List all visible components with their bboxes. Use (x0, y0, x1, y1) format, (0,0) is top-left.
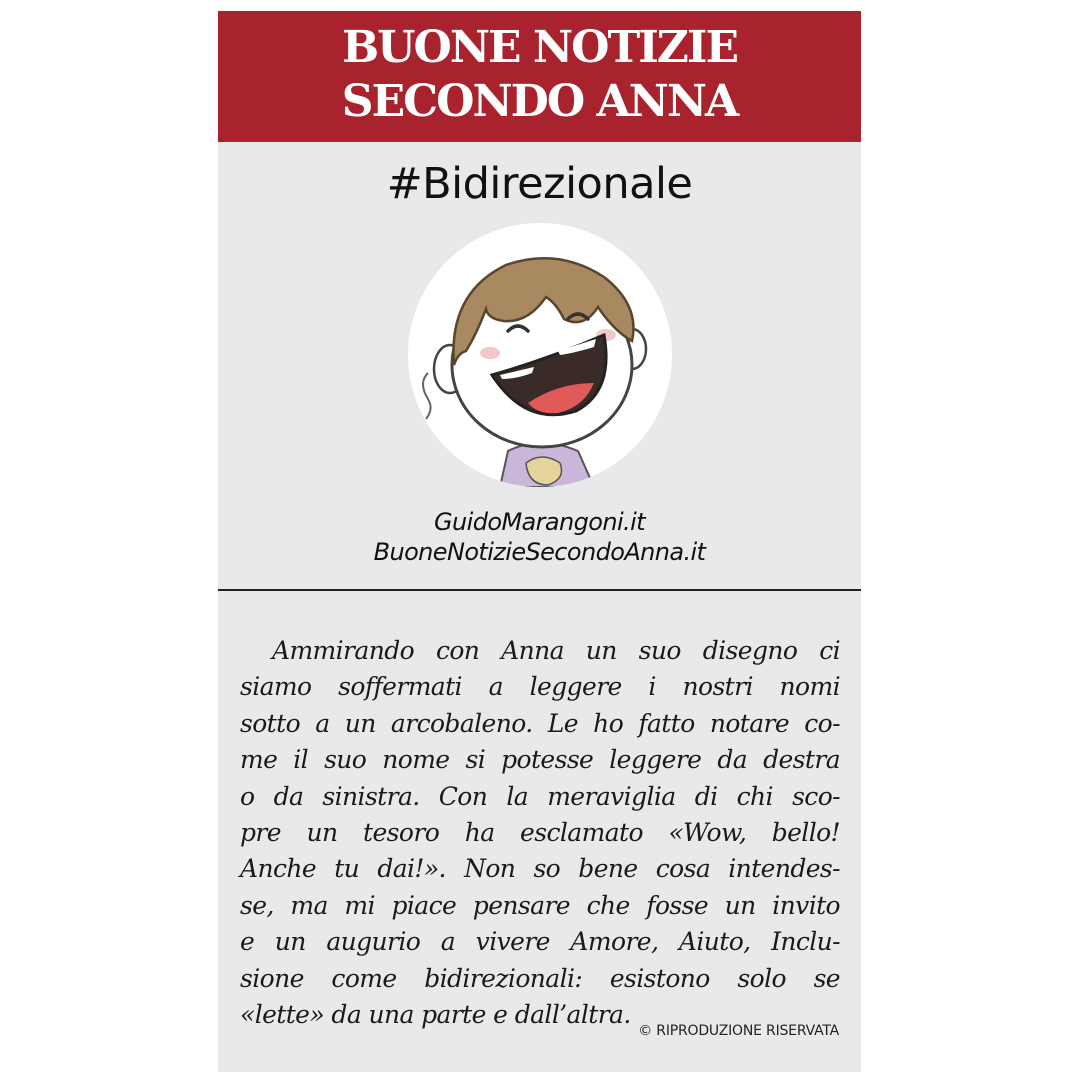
article-body (240, 633, 840, 1033)
website-link-buonenotizie[interactable]: BuoneNotizieSecondoAnna.it (373, 538, 706, 566)
article-line: Ammirando con Anna un suo disegno ci (272, 636, 840, 665)
news-column (218, 11, 861, 1072)
header-title-line-1: BUONE NOTIZIE (341, 22, 738, 73)
article-line: Anche tu dai!». Non so bene cosa intendes- (240, 854, 840, 884)
article-line: o da sinistra. Con la meraviglia di chi sco- (240, 781, 840, 811)
copyright-notice: © RIPRODUZIONE RISERVATA (638, 1023, 839, 1039)
hashtag-title: #Bidirezionale (386, 159, 693, 209)
article-line: siamo soffermati a leggere i nostri nomi (240, 672, 840, 702)
article-line: pre un tesoro ha esclamato «Wow, bello! (240, 817, 840, 847)
website-link-guidomarangoni[interactable]: GuidoMarangoni.it (434, 508, 645, 536)
header-title-line-2: SECONDO ANNA (341, 76, 738, 127)
website-links (218, 507, 861, 567)
article-line: sotto a un arcobaleno. Le ho fatto notare co- (240, 708, 840, 738)
article-line: e un augurio a vivere Amore, Aiuto, Inclu- (240, 927, 840, 957)
article-line: se, ma mi piace pensare che fosse un invito (240, 890, 840, 920)
column-header (218, 11, 861, 142)
article-line: me il suo nome si potesse leggere da destra (240, 745, 840, 775)
section-divider (218, 589, 861, 591)
article-line: «lette» da una parte e dall’altra. (240, 999, 631, 1029)
smiling-child-cartoon-icon (408, 223, 672, 487)
article-line: sione come bidirezionali: esistono solo se (240, 963, 840, 993)
